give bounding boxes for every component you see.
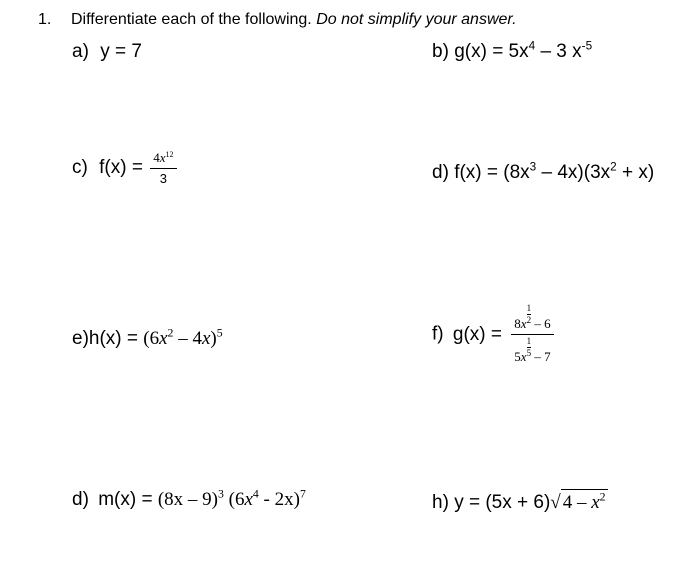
problem-c-label: c) bbox=[72, 157, 88, 179]
problem-g-p2-tail: - 2x) bbox=[258, 489, 300, 510]
problem-f-lhs: g(x) = bbox=[452, 323, 502, 345]
problem-f-denominator bbox=[511, 337, 553, 365]
problem-f-num-coef: 8 bbox=[514, 315, 521, 331]
problem-g-label: d) bbox=[72, 489, 89, 510]
problem-h-rad-exp: 2 bbox=[599, 490, 606, 504]
problem-g-p2-var: x bbox=[244, 489, 253, 510]
problem-b-label: b) bbox=[432, 41, 449, 62]
problem-d-label: d) bbox=[432, 162, 449, 183]
problem-c-fraction bbox=[150, 150, 176, 186]
problem-f-den-exp-d: 5 bbox=[526, 348, 532, 359]
problem-g-p2-exp: 4 bbox=[252, 487, 259, 501]
question-header bbox=[38, 11, 517, 29]
problem-h-rad-var: x bbox=[591, 492, 600, 513]
problem-d bbox=[432, 162, 654, 184]
problem-e-exp2: 5 bbox=[216, 326, 223, 340]
problem-d-exp2: 2 bbox=[610, 160, 617, 174]
sqrt-icon: √ bbox=[550, 492, 561, 513]
problem-f-label: f) bbox=[432, 323, 444, 345]
problem-d-tail: + x) bbox=[616, 162, 655, 183]
problem-g-e1: 3 bbox=[217, 487, 224, 501]
problem-c-lhs: f(x) = bbox=[99, 157, 143, 179]
problem-e-exp1: 2 bbox=[167, 326, 174, 340]
problem-c-num-exp: 12 bbox=[165, 149, 174, 159]
problem-e-close: ) bbox=[210, 328, 217, 349]
problem-f-num-tail: – 6 bbox=[531, 315, 551, 331]
problem-f-den-exp-n: 1 bbox=[526, 336, 532, 347]
problem-c-denominator: 3 bbox=[159, 171, 167, 187]
problem-g bbox=[72, 489, 306, 511]
problem-f-num-exp-n: 1 bbox=[526, 303, 532, 313]
problem-e-minus: – 4 bbox=[173, 328, 202, 349]
problem-a-expr: y = 7 bbox=[100, 41, 142, 62]
problem-e-lhs: h(x) = bbox=[88, 328, 144, 349]
problem-h-lhs: y = (5x + 6) bbox=[454, 492, 551, 513]
problem-d-exp1: 3 bbox=[529, 160, 537, 174]
problem-f-den-tail: – 7 bbox=[531, 349, 551, 365]
problem-d-mid: – 4x)(3x bbox=[536, 162, 611, 183]
problem-c-num-base: 4 bbox=[153, 150, 160, 165]
problem-h-label: h) bbox=[432, 492, 449, 513]
problem-a-label: a) bbox=[72, 41, 89, 62]
question-number: 1. bbox=[38, 11, 52, 28]
problem-h bbox=[432, 489, 608, 514]
problem-e-var1: x bbox=[159, 328, 168, 349]
problem-f bbox=[432, 304, 554, 365]
problem-a bbox=[72, 41, 142, 63]
problem-f-den-coef: 5 bbox=[514, 349, 521, 365]
problem-f-fraction bbox=[511, 304, 553, 365]
problem-e-open: (6 bbox=[143, 328, 160, 349]
problem-b-exp2: -5 bbox=[581, 39, 593, 53]
problem-e bbox=[72, 328, 223, 350]
fraction-bar bbox=[511, 334, 553, 335]
problem-g-p1: (8x – 9) bbox=[157, 489, 218, 510]
problem-c bbox=[72, 150, 177, 186]
problem-h-rad-minus: – bbox=[572, 492, 592, 513]
question-instruction: Differentiate each of the following. bbox=[71, 11, 312, 28]
problem-b-mid: – 3 x bbox=[535, 41, 582, 62]
question-emphasis: Do not simplify your answer. bbox=[316, 11, 517, 28]
problem-g-lhs: m(x) = bbox=[98, 489, 158, 510]
problem-d-lhs: f(x) = (8x bbox=[454, 162, 530, 183]
problem-f-den-var: x bbox=[520, 349, 527, 365]
problem-c-numerator bbox=[150, 150, 176, 166]
problem-g-e2: 7 bbox=[299, 487, 306, 501]
problem-h-radicand bbox=[561, 489, 608, 514]
problem-h-rad-const: 4 bbox=[562, 492, 573, 513]
problem-f-num-exp-d: 2 bbox=[526, 315, 532, 325]
problem-f-num-var: x bbox=[520, 315, 527, 331]
problem-e-label: e) bbox=[72, 328, 89, 349]
fraction-bar bbox=[150, 168, 176, 169]
problem-b bbox=[432, 41, 592, 63]
problem-b-exp1: 4 bbox=[528, 39, 536, 53]
problem-b-lhs: g(x) = 5x bbox=[454, 41, 529, 62]
problem-e-var2: x bbox=[201, 328, 211, 349]
problem-f-numerator bbox=[511, 304, 553, 332]
problem-c-num-var: x bbox=[159, 150, 166, 165]
problem-h-radical bbox=[550, 489, 607, 514]
problem-g-p2-open: (6 bbox=[223, 489, 245, 510]
